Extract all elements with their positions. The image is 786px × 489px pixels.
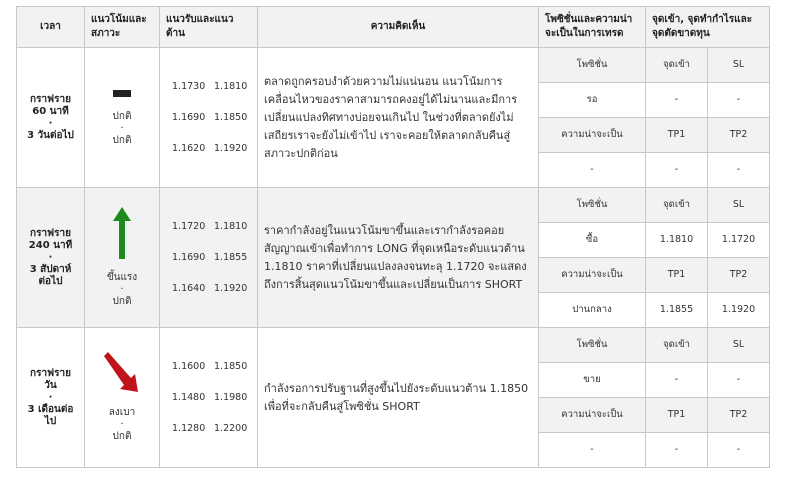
arrow-up-icon xyxy=(85,207,159,264)
resistance-level: 1.1920 xyxy=(214,143,248,154)
level-pair xyxy=(172,351,257,382)
header-trend: แนวโน้มและสภาวะ xyxy=(85,7,160,48)
entry-cell: SL xyxy=(708,188,770,223)
level-pair xyxy=(172,382,257,413)
timeframe-text: 3 สัปดาห์ xyxy=(29,263,72,275)
comment-cell: กำลังรอการปรับฐานที่สูงขึ้นไปยังระดับแนวต้าน 1.1850 เพื่อที่จะกลับคืนสู่โพซิชั่น SHORT xyxy=(258,328,539,468)
level-pair xyxy=(172,273,257,304)
entry-cell: TP1 xyxy=(646,118,708,153)
header-comment: ความคิดเห็น xyxy=(258,7,539,48)
support-level: 1.1640 xyxy=(172,283,206,294)
support-level: 1.1720 xyxy=(172,221,206,232)
entry-cell: - xyxy=(708,433,770,468)
support-level: 1.1730 xyxy=(172,81,206,92)
resistance-level: 1.1850 xyxy=(214,112,248,123)
entry-cell: 1.1810 xyxy=(646,223,708,258)
support-level: 1.1690 xyxy=(172,252,206,263)
resistance-level: 1.1920 xyxy=(214,283,248,294)
trend-label: ปกติ xyxy=(112,296,132,307)
support-level: 1.1690 xyxy=(172,112,206,123)
position-cell: ความน่าจะเป็น xyxy=(539,118,646,153)
trend-label: · xyxy=(120,419,124,430)
level-pair xyxy=(172,211,257,242)
resistance-level: 1.1810 xyxy=(214,81,248,92)
entry-cell: จุดเข้า xyxy=(646,188,708,223)
entry-cell: - xyxy=(646,433,708,468)
resistance-level: 1.1980 xyxy=(214,392,248,403)
table-row xyxy=(17,328,770,363)
resistance-level: 1.2200 xyxy=(214,423,248,434)
entry-cell: TP2 xyxy=(708,118,770,153)
timeframe-text: 60 นาที xyxy=(32,105,69,117)
timeframe-text: กราฟราย xyxy=(30,227,71,239)
entry-cell: จุดเข้า xyxy=(646,48,708,83)
levels-cell xyxy=(160,188,258,328)
entry-cell: - xyxy=(708,83,770,118)
support-level: 1.1620 xyxy=(172,143,206,154)
timeframe-text: 3 เดือนต่อ xyxy=(27,403,74,415)
comment-cell: ตลาดถูกครอบงำด้วยความไม่แน่นอน แนวโน้มการเคลื่อนไหวของราคาสามารถคงอยู่ได้ไม่นานและมีการเปลี่ยนแปลงทิศทางบ่อยจนเกินไป ในช่วงที่ตลาดยังไม่เสถียรเราจะยังไม่เข้าไป เราจะคอยให้ตลาดกลับคืนสู่สภาวะปกติก่อน xyxy=(258,48,539,188)
entry-cell: SL xyxy=(708,328,770,363)
entry-cell: TP2 xyxy=(708,258,770,293)
levels-cell xyxy=(160,328,258,468)
timeframe-text: ไป xyxy=(44,415,57,427)
timeframe-text: · xyxy=(48,391,53,403)
entry-cell: - xyxy=(708,363,770,398)
timeframe-text: 3 วันต่อไป xyxy=(27,129,74,141)
trend-label: ปกติ xyxy=(112,110,132,122)
flat-dash-icon xyxy=(85,89,159,103)
position-cell: - xyxy=(539,153,646,188)
table-header-row xyxy=(17,7,770,48)
entry-cell: SL xyxy=(708,48,770,83)
trend-label: · xyxy=(120,122,124,134)
timeframe-text: ต่อไป xyxy=(38,275,63,287)
level-pair xyxy=(172,242,257,273)
trend-label: · xyxy=(120,284,124,295)
level-pair xyxy=(172,133,257,164)
forecast-table xyxy=(16,6,770,468)
position-cell: โพซิชั่น xyxy=(539,48,646,83)
position-cell: รอ xyxy=(539,83,646,118)
entry-cell: จุดเข้า xyxy=(646,328,708,363)
trend-label: ปกติ xyxy=(112,134,132,146)
forecast-table-wrapper xyxy=(16,6,769,468)
trend-cell xyxy=(85,48,160,188)
entry-cell: - xyxy=(646,363,708,398)
header-time: เวลา xyxy=(17,7,85,48)
timeframe-cell xyxy=(17,188,85,328)
comment-cell: ราคากำลังอยู่ในแนวโน้มขาขึ้นและเรากำลังรอคอยสัญญาณเข้าเพื่อทำการ LONG ที่จุดเหนือระดับแนวต้าน 1.1810 ราคาที่เปลี่ยนแปลงลงจนทะลุ 1.1720 จะแสดงถึงการสิ้นสุดแนวโน้มขาขึ้นและเปลี่ยนเป็นการ SHORT xyxy=(258,188,539,328)
position-cell: ซื้อ xyxy=(539,223,646,258)
position-cell: โพซิชั่น xyxy=(539,328,646,363)
table-body xyxy=(17,48,770,468)
support-level: 1.1480 xyxy=(172,392,206,403)
level-pair xyxy=(172,413,257,444)
entry-cell: - xyxy=(708,153,770,188)
timeframe-text: 240 นาที xyxy=(28,239,73,251)
arrow-down-right-icon xyxy=(85,352,159,399)
position-cell: ความน่าจะเป็น xyxy=(539,258,646,293)
header-entry: จุดเข้า, จุดทำกำไรและจุดตัดขาดทุน xyxy=(646,7,770,48)
support-level: 1.1600 xyxy=(172,361,206,372)
trend-label: ขึ้นแรง xyxy=(106,272,138,283)
header-position: โพซิชั่นและความน่าจะเป็นในการเทรด xyxy=(539,7,646,48)
resistance-level: 1.1855 xyxy=(214,252,248,263)
level-pair xyxy=(172,71,257,102)
timeframe-text: กราฟราย xyxy=(30,367,71,379)
entry-cell: 1.1920 xyxy=(708,293,770,328)
position-cell: ปานกลาง xyxy=(539,293,646,328)
header-levels: แนวรับและแนวต้าน xyxy=(160,7,258,48)
entry-cell: TP1 xyxy=(646,398,708,433)
position-cell: โพซิชั่น xyxy=(539,188,646,223)
resistance-level: 1.1810 xyxy=(214,221,248,232)
table-row xyxy=(17,48,770,83)
timeframe-cell xyxy=(17,328,85,468)
trend-label: ลงเบา xyxy=(108,407,136,418)
position-cell: - xyxy=(539,433,646,468)
trend-cell xyxy=(85,328,160,468)
timeframe-text: วัน xyxy=(44,379,57,391)
trend-label: ปกติ xyxy=(112,431,132,442)
position-cell: ขาย xyxy=(539,363,646,398)
position-cell: ความน่าจะเป็น xyxy=(539,398,646,433)
trend-cell xyxy=(85,188,160,328)
level-pair xyxy=(172,102,257,133)
entry-cell: - xyxy=(646,83,708,118)
table-row xyxy=(17,188,770,223)
entry-cell: - xyxy=(646,153,708,188)
support-level: 1.1280 xyxy=(172,423,206,434)
levels-cell xyxy=(160,48,258,188)
timeframe-text: · xyxy=(48,117,53,129)
timeframe-cell xyxy=(17,48,85,188)
entry-cell: 1.1720 xyxy=(708,223,770,258)
entry-cell: TP1 xyxy=(646,258,708,293)
timeframe-text: กราฟราย xyxy=(30,93,71,105)
timeframe-text: · xyxy=(48,251,53,263)
entry-cell: 1.1855 xyxy=(646,293,708,328)
resistance-level: 1.1850 xyxy=(214,361,248,372)
entry-cell: TP2 xyxy=(708,398,770,433)
